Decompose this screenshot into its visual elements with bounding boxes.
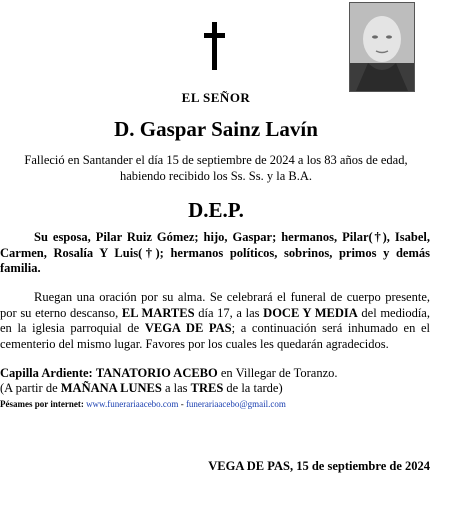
chapel-location: en Villegar de Toranzo. (217, 366, 338, 380)
ceremony-text: del mediodía, en la iglesia parroquial de (0, 305, 430, 335)
chapel-line (0, 366, 338, 381)
link-separator: - (178, 399, 186, 409)
schedule-hour: TRES (190, 381, 224, 395)
schedule-text: (A partir de (0, 381, 61, 395)
schedule-text: a las (161, 381, 191, 395)
schedule-line (0, 381, 283, 396)
family-text: Su esposa, Pilar Ruiz Gómez; hijo, Gaspar; hermanos, Pilar(†), Isabel, Carmen, Rosalía Y Luis(†); hermanos políticos, sobrinos, primos y demás familia. (0, 230, 430, 275)
schedule-day: MAÑANA LUNES (60, 381, 162, 395)
death-line-2: habiendo recibido los Ss. Ss. y la B.A. (119, 169, 312, 183)
deceased-name: D. Gaspar Sainz Lavín (114, 117, 318, 141)
ceremony-day: EL MARTES (121, 305, 195, 320)
cross-icon (200, 22, 230, 70)
honorific: EL SEÑOR (181, 90, 251, 105)
family-paragraph (0, 230, 430, 277)
ceremony-text: día 17, a las (194, 305, 264, 320)
chapel-label: Capilla Ardiente: (0, 366, 93, 380)
chapel-place: TANATORIO ACEBO (95, 366, 218, 380)
ceremony-time: DOCE Y MEDIA (263, 305, 358, 320)
ceremony-text: Ruegan una oración por su alma. Se celebrará el funeral de cuerpo presente, por su eterno descanso, (0, 290, 430, 320)
email-link[interactable]: funerariaacebo@gmail.com (185, 399, 286, 409)
ceremony-text: ; a continuación será inhumado en el cementerio del mismo lugar. Favores por los cuales les quedarán agradecidos. (0, 321, 430, 351)
portrait-photo (349, 2, 415, 92)
death-notice (0, 152, 432, 184)
condolences-label: Pésames por internet: (0, 399, 84, 409)
dep-heading: D.E.P. (188, 198, 244, 222)
place-date: VEGA DE PAS, 15 de septiembre de 2024 (208, 459, 430, 473)
death-line-1: Falleció en Santander el día 15 de septiembre de 2024 a los 83 años de edad, (24, 153, 408, 167)
ceremony-paragraph (0, 290, 430, 352)
ceremony-place: VEGA DE PAS (144, 321, 232, 335)
website-link[interactable]: www.funerariaacebo.com (86, 399, 179, 409)
condolences-line (0, 397, 286, 412)
schedule-text: de la tarde) (223, 381, 283, 395)
